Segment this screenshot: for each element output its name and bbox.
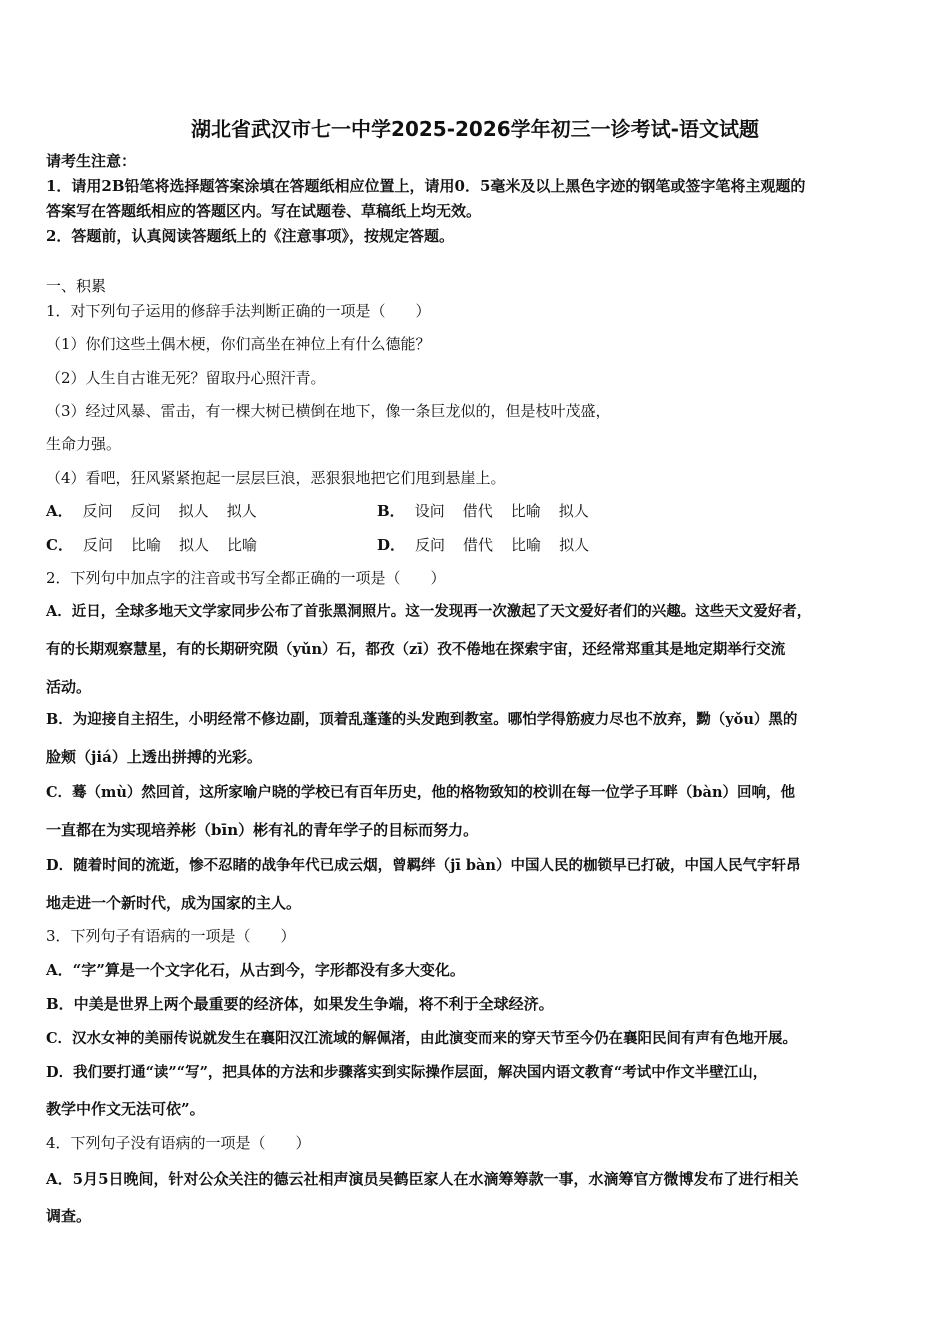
- q2-option-d: 地走进一个新时代，成为国家的主人。: [46, 894, 302, 912]
- page-title: 湖北省武汉市七一中学2025-2026学年初三一诊考试-语文试题: [191, 117, 759, 141]
- question-3-stem: 3．下列句子有语病的一项是（ ）: [46, 927, 296, 945]
- notice-heading: 请考生注意：: [46, 152, 137, 170]
- q2-option-c: C．蓦（mù）然回首，这所家喻户晓的学校已有百年历史，他的格物致知的校训在每一位学子耳畔（bàn）回响，他: [46, 784, 795, 801]
- q1-sentence: （4）看吧，狂风紧紧抱起一层层巨浪，恶狠狠地把它们甩到悬崖上。: [46, 469, 506, 487]
- q4-option-a: A．5月5日晚间，针对公众关注的德云社相声演员吴鹤臣家人在水滴筹筹款一事，水滴筹官方微博发布了进行相关: [46, 1170, 799, 1188]
- q3-option-a: A．“字”算是一个文字化石，从古到今，字形都没有多大变化。: [46, 961, 465, 979]
- q1-sentence: （2）人生自古谁无死？留取丹心照汗青。: [46, 369, 326, 387]
- q3-option-d: D．我们要打通“读”“写”，把具体的方法和步骤落实到实际操作层面，解决国内语文教育“考试中作文半壁江山，: [46, 1064, 768, 1081]
- q1-sentence: （3）经过风暴、雷击，有一棵大树已横倒在地下，像一条巨龙似的，但是枝叶茂盛，: [46, 402, 611, 420]
- q3-option-d: 教学中作文无法可依”。: [46, 1100, 205, 1118]
- q2-option-b: 脸颊（jiá）上透出拼搏的光彩。: [46, 748, 262, 766]
- q2-option-c: 一直都在为实现培养彬（bīn）彬有礼的青年学子的目标而努力。: [46, 821, 479, 839]
- q1-option-b: B． 设问 借代 比喻 拟人: [377, 502, 589, 520]
- q2-option-a: A．近日，全球多地天文学家同步公布了首张黑洞照片。这一发现再一次激起了天文爱好者们的兴趣。这些天文爱好者，: [46, 603, 812, 620]
- q4-option-a: 调查。: [46, 1207, 92, 1225]
- q1-option-a: A． 反问 反问 拟人 拟人: [46, 502, 257, 520]
- question-2-stem: 2．下列句中加点字的注音或书写全都正确的一项是（ ）: [46, 569, 446, 587]
- q2-option-d: D．随着时间的流逝，惨不忍睹的战争年代已成云烟，曾羁绊（jī bàn）中国人民的枷锁早已打破，中国人民气宇轩昂: [46, 857, 801, 874]
- q3-option-b: B．中美是世界上两个最重要的经济体，如果发生争端，将不利于全球经济。: [46, 995, 554, 1013]
- section-heading: 一、积累: [46, 277, 107, 295]
- q1-sentence: 生命力强。: [46, 435, 122, 453]
- q2-option-a: 有的长期观察慧星，有的长期研究陨（yǔn）石，都孜（zī）孜不倦地在探索宇宙，还经常郑重其是地定期举行交流: [46, 641, 786, 658]
- question-4-stem: 4．下列句子没有语病的一项是（ ）: [46, 1134, 311, 1152]
- notice-line: 2．答题前，认真阅读答题纸上的《注意事项》，按规定答题。: [46, 227, 454, 245]
- q1-option-c: C． 反问 比喻 拟人 比喻: [46, 536, 258, 554]
- q2-option-b: B．为迎接自主招生，小明经常不修边副，顶着乱蓬蓬的头发跑到教室。哪怕学得筋疲力尽也不放弃，黝（yǒu）黑的: [46, 711, 798, 728]
- question-1-stem: 1．对下列句子运用的修辞手法判断正确的一项是（ ）: [46, 302, 431, 320]
- q3-option-c: C．汉水女神的美丽传说就发生在襄阳汉江流域的解佩渚，由此演变而来的穿天节至今仍在襄阳民间有声有色地开展。: [46, 1030, 798, 1047]
- q1-option-d: D． 反问 借代 比喻 拟人: [377, 536, 590, 554]
- notice-line: 答案写在答题纸相应的答题区内。写在试题卷、草稿纸上均无效。: [46, 202, 482, 220]
- q2-option-a: 活动。: [46, 678, 92, 696]
- notice-line: 1．请用2B铅笔将选择题答案涂填在答题纸相应位置上，请用0．5毫米及以上黑色字迹的钢笔或签字笔将主观题的: [46, 177, 806, 195]
- q1-sentence: （1）你们这些土偶木梗，你们高坐在神位上有什么德能？: [46, 335, 431, 353]
